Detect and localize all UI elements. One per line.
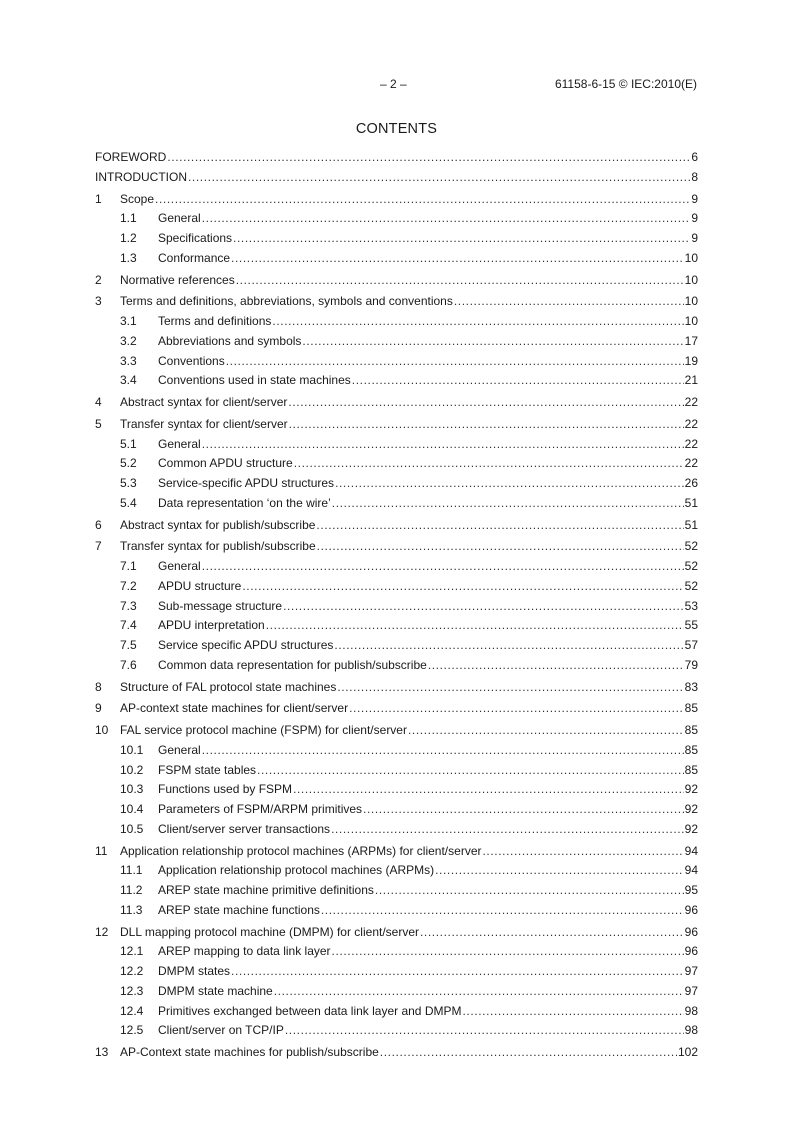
toc-entry-number: 5.2 bbox=[120, 456, 137, 471]
toc-dot-leader bbox=[283, 599, 684, 613]
toc-entry-page: 85 bbox=[684, 701, 698, 716]
toc-dot-leader bbox=[332, 944, 684, 958]
toc-dot-leader bbox=[332, 496, 684, 510]
toc-entry-title: Primitives exchanged between data link layer and DMPM bbox=[158, 1003, 462, 1018]
toc-entry[interactable] bbox=[95, 354, 698, 374]
toc-entry-number: 5.4 bbox=[120, 495, 137, 510]
toc-entry-number: 3.2 bbox=[120, 333, 137, 348]
toc-entry-page: 9 bbox=[691, 231, 698, 245]
toc-entry-number: 1.3 bbox=[120, 250, 137, 265]
toc-dot-leader bbox=[236, 273, 684, 287]
toc-entry-title: Structure of FAL protocol state machines bbox=[120, 679, 337, 694]
toc-entry[interactable] bbox=[95, 579, 698, 599]
toc-entry[interactable] bbox=[95, 294, 698, 314]
toc-entry-title: AREP state machine functions bbox=[158, 902, 320, 917]
toc-dot-leader bbox=[408, 723, 684, 737]
toc-entry-page: 22 bbox=[684, 456, 698, 471]
toc-entry-number: 7 bbox=[95, 539, 102, 554]
toc-entry-title: FAL service protocol machine (FSPM) for client/server bbox=[120, 723, 407, 737]
toc-entry-page: 17 bbox=[684, 333, 698, 348]
toc-entry[interactable] bbox=[95, 496, 698, 516]
toc-entry-number: 12.2 bbox=[120, 964, 144, 978]
toc-entry-title: AREP state machine primitive definitions bbox=[158, 883, 374, 897]
toc-entry-number: 8 bbox=[95, 679, 102, 694]
toc-entry-number: 1.1 bbox=[120, 211, 137, 226]
toc-dot-leader bbox=[316, 518, 683, 532]
toc-entry-page: 96 bbox=[684, 902, 698, 917]
toc-entry[interactable] bbox=[95, 437, 698, 457]
toc-entry-page: 22 bbox=[684, 436, 698, 451]
toc-entry-number: 12.3 bbox=[120, 983, 144, 998]
toc-entry-number: 10.5 bbox=[120, 821, 144, 836]
toc-entry-page: 52 bbox=[684, 559, 698, 573]
toc-entry-page: 51 bbox=[684, 495, 698, 510]
toc-entry-page: 85 bbox=[684, 723, 698, 737]
toc-entry-page: 96 bbox=[684, 924, 698, 939]
toc-entry-title: Transfer syntax for publish/subscribe bbox=[120, 539, 316, 554]
toc-entry-page: 85 bbox=[684, 742, 698, 757]
toc-entry-title: Client/server server transactions bbox=[158, 821, 331, 836]
toc-entry-page: 10 bbox=[684, 272, 698, 287]
toc-dot-leader bbox=[289, 417, 684, 431]
toc-entry[interactable] bbox=[95, 417, 698, 437]
toc-entry-title: FSPM state tables bbox=[158, 762, 257, 777]
toc-entry[interactable] bbox=[95, 599, 698, 619]
toc-entry-title: Parameters of FSPM/ARPM primitives bbox=[158, 802, 363, 816]
toc-entry-page: 85 bbox=[684, 762, 698, 777]
toc-entry-title: General bbox=[158, 559, 201, 573]
toc-entry[interactable] bbox=[95, 925, 698, 945]
toc-entry-number: 7.3 bbox=[120, 598, 137, 613]
toc-dot-leader bbox=[242, 579, 683, 593]
document-id: 61158-6-15 © IEC:2010(E) bbox=[554, 77, 697, 91]
toc-entry-number: 5.3 bbox=[120, 476, 137, 490]
toc-entry-number: 13 bbox=[95, 1045, 109, 1059]
toc-dot-leader bbox=[257, 763, 684, 777]
page-header bbox=[0, 77, 793, 93]
toc-entry-title: APDU structure bbox=[158, 578, 242, 593]
toc-dot-leader bbox=[331, 822, 684, 836]
toc-entry[interactable] bbox=[95, 944, 698, 964]
toc-entry-number: 12.1 bbox=[120, 944, 144, 959]
toc-entry-page: 83 bbox=[684, 679, 698, 694]
toc-dot-leader bbox=[233, 231, 690, 245]
toc-entry[interactable] bbox=[95, 618, 698, 638]
toc-entry-number: 7.4 bbox=[120, 618, 137, 633]
toc-dot-leader bbox=[435, 863, 684, 877]
toc-entry-title: DLL mapping protocol machine (DMPM) for client/server bbox=[120, 924, 419, 939]
toc-entry-number: 9 bbox=[95, 701, 102, 716]
toc-entry-number: 7.6 bbox=[120, 657, 137, 672]
toc-entry-title: Conformance bbox=[158, 250, 231, 265]
toc-dot-leader bbox=[337, 680, 683, 694]
toc-dot-leader bbox=[293, 782, 684, 796]
toc-entry[interactable] bbox=[95, 984, 698, 1004]
toc-entry-page: 9 bbox=[691, 211, 698, 226]
toc-entry-title: AREP mapping to data link layer bbox=[158, 944, 331, 959]
toc-entry-title: INTRODUCTION bbox=[95, 169, 187, 184]
toc-entry[interactable] bbox=[95, 723, 698, 743]
toc-dot-leader bbox=[352, 373, 684, 387]
toc-entry[interactable] bbox=[95, 559, 698, 579]
toc-entry-page: 95 bbox=[684, 883, 698, 897]
toc-entry[interactable] bbox=[95, 782, 698, 802]
toc-entry-number: 11.2 bbox=[120, 883, 143, 897]
toc-entry-page: 98 bbox=[684, 1003, 698, 1018]
toc-dot-leader bbox=[335, 476, 684, 490]
toc-entry-number: 10.1 bbox=[120, 742, 144, 757]
toc-entry-number: 10.2 bbox=[120, 762, 144, 777]
toc-dot-leader bbox=[266, 618, 684, 632]
toc-entry-title: Functions used by FSPM bbox=[158, 782, 293, 797]
toc-entry[interactable] bbox=[95, 903, 698, 923]
toc-entry-page: 52 bbox=[684, 578, 698, 593]
toc-entry-title: FOREWORD bbox=[95, 150, 167, 164]
toc-entry-title: Terms and definitions, abbreviations, symbols and conventions bbox=[120, 294, 453, 309]
toc-entry-title: DMPM states bbox=[158, 964, 231, 978]
toc-entry-title: Transfer syntax for client/server bbox=[120, 416, 288, 431]
toc-entry[interactable] bbox=[95, 150, 698, 170]
toc-entry-page: 21 bbox=[684, 373, 698, 388]
toc-entry[interactable] bbox=[95, 211, 698, 231]
toc-entry-page: 10 bbox=[684, 294, 698, 309]
toc-entry[interactable] bbox=[95, 802, 698, 822]
toc-entry[interactable] bbox=[95, 170, 698, 190]
toc-entry-number: 12.4 bbox=[120, 1003, 144, 1018]
toc-dot-leader bbox=[428, 658, 684, 672]
toc-entry-title: Application relationship protocol machines (ARPMs) for client/server bbox=[120, 843, 482, 858]
toc-entry-number: 2 bbox=[95, 272, 102, 287]
toc-dot-leader bbox=[155, 192, 690, 206]
table-of-contents bbox=[95, 150, 698, 1065]
toc-entry[interactable] bbox=[95, 518, 698, 538]
toc-entry-title: Conventions used in state machines bbox=[158, 373, 351, 388]
toc-entry-page: 97 bbox=[684, 983, 698, 998]
toc-entry[interactable] bbox=[95, 964, 698, 984]
toc-entry[interactable] bbox=[95, 1045, 698, 1065]
toc-entry-number: 10 bbox=[95, 723, 109, 737]
toc-dot-leader bbox=[288, 395, 683, 409]
toc-entry-title: Normative references bbox=[120, 272, 235, 287]
toc-dot-leader bbox=[294, 456, 684, 470]
toc-entry-page: 52 bbox=[684, 539, 698, 554]
toc-entry-number: 7.5 bbox=[120, 638, 137, 652]
toc-dot-leader bbox=[334, 638, 683, 652]
toc-entry-title: Common APDU structure bbox=[158, 456, 293, 471]
toc-entry-number: 10.3 bbox=[120, 782, 144, 797]
toc-entry-title: General bbox=[158, 742, 201, 757]
toc-dot-leader bbox=[274, 984, 684, 998]
toc-entry[interactable] bbox=[95, 701, 698, 721]
toc-entry-number: 4 bbox=[95, 395, 102, 409]
toc-entry-title: AP-Context state machines for publish/subscribe bbox=[120, 1045, 379, 1059]
toc-entry-page: 92 bbox=[684, 802, 698, 816]
toc-entry-number: 3 bbox=[95, 294, 102, 309]
toc-entry[interactable] bbox=[95, 658, 698, 678]
toc-dot-leader bbox=[462, 1004, 683, 1018]
toc-entry-number: 1.2 bbox=[120, 231, 137, 245]
toc-entry-page: 51 bbox=[684, 517, 698, 532]
toc-dot-leader bbox=[380, 1045, 677, 1059]
toc-entry-page: 94 bbox=[684, 843, 698, 858]
toc-dot-leader bbox=[167, 150, 690, 164]
toc-entry-number: 11 bbox=[95, 843, 108, 858]
toc-dot-leader bbox=[202, 559, 684, 573]
toc-entry[interactable] bbox=[95, 476, 698, 496]
toc-entry[interactable] bbox=[95, 743, 698, 763]
toc-entry[interactable] bbox=[95, 539, 698, 559]
toc-entry-page: 10 bbox=[684, 250, 698, 265]
toc-entry-page: 55 bbox=[684, 618, 698, 633]
toc-entry[interactable] bbox=[95, 763, 698, 783]
toc-dot-leader bbox=[231, 964, 684, 978]
toc-dot-leader bbox=[202, 437, 684, 451]
toc-entry-number: 5 bbox=[95, 416, 102, 431]
toc-entry-title: Service specific APDU structures bbox=[158, 638, 334, 652]
toc-entry-number: 10.4 bbox=[120, 802, 144, 816]
toc-entry[interactable] bbox=[95, 1023, 698, 1043]
toc-entry-title: Abstract syntax for publish/subscribe bbox=[120, 517, 316, 532]
toc-entry-title: Client/server on TCP/IP bbox=[158, 1023, 284, 1038]
toc-dot-leader bbox=[454, 294, 684, 308]
toc-entry[interactable] bbox=[95, 273, 698, 293]
toc-entry-page: 92 bbox=[684, 821, 698, 836]
toc-entry-page: 22 bbox=[684, 416, 698, 431]
toc-entry-page: 6 bbox=[691, 150, 698, 164]
toc-entry[interactable] bbox=[95, 883, 698, 903]
toc-entry-page: 19 bbox=[684, 353, 698, 368]
toc-entry-page: 10 bbox=[684, 314, 698, 328]
toc-entry[interactable] bbox=[95, 456, 698, 476]
toc-entry[interactable] bbox=[95, 1004, 698, 1024]
toc-entry-page: 102 bbox=[677, 1045, 698, 1059]
toc-entry-title: DMPM state machine bbox=[158, 983, 273, 998]
toc-entry[interactable] bbox=[95, 844, 698, 864]
toc-entry-title: Data representation ‘on the wire’ bbox=[158, 495, 331, 510]
toc-entry-title: Conventions bbox=[158, 353, 225, 368]
toc-entry-page: 53 bbox=[684, 598, 698, 613]
toc-entry-title: APDU interpretation bbox=[158, 618, 265, 633]
toc-entry[interactable] bbox=[95, 638, 698, 658]
toc-entry[interactable] bbox=[95, 192, 698, 212]
toc-dot-leader bbox=[420, 925, 684, 939]
toc-entry[interactable] bbox=[95, 373, 698, 393]
toc-entry-title: AP-context state machines for client/server bbox=[120, 701, 349, 716]
toc-dot-leader bbox=[226, 354, 684, 368]
toc-entry-title: Service-specific APDU structures bbox=[158, 476, 335, 490]
toc-entry[interactable] bbox=[95, 231, 698, 251]
toc-entry[interactable] bbox=[95, 395, 698, 415]
toc-dot-leader bbox=[321, 903, 684, 917]
toc-entry-number: 3.4 bbox=[120, 373, 137, 388]
toc-dot-leader bbox=[202, 211, 691, 225]
toc-dot-leader bbox=[482, 844, 683, 858]
toc-entry-number: 6 bbox=[95, 517, 102, 532]
toc-entry[interactable] bbox=[95, 334, 698, 354]
toc-dot-leader bbox=[317, 539, 684, 553]
toc-dot-leader bbox=[272, 314, 683, 328]
toc-entry-page: 79 bbox=[684, 657, 698, 672]
toc-entry-number: 12 bbox=[95, 924, 109, 939]
toc-dot-leader bbox=[302, 334, 683, 348]
toc-entry-page: 8 bbox=[691, 169, 698, 184]
toc-dot-leader bbox=[363, 802, 684, 816]
toc-entry-page: 98 bbox=[684, 1023, 698, 1038]
toc-entry-number: 7.1 bbox=[120, 559, 137, 573]
toc-entry-title: General bbox=[158, 211, 201, 226]
toc-entry-title: Application relationship protocol machines (ARPMs) bbox=[158, 863, 435, 878]
toc-entry[interactable] bbox=[95, 251, 698, 271]
toc-entry-title: General bbox=[158, 436, 201, 451]
toc-entry-number: 11.3 bbox=[120, 902, 143, 917]
toc-entry-title: Scope bbox=[120, 191, 155, 206]
toc-entry[interactable] bbox=[95, 314, 698, 334]
toc-entry-title: Abstract syntax for client/server bbox=[120, 395, 288, 409]
toc-entry-page: 26 bbox=[684, 476, 698, 490]
toc-entry-number: 11.1 bbox=[120, 863, 143, 878]
toc-entry-number: 5.1 bbox=[120, 436, 137, 451]
toc-entry-number: 3.1 bbox=[120, 314, 137, 328]
toc-dot-leader bbox=[349, 701, 684, 715]
toc-entry[interactable] bbox=[95, 822, 698, 842]
toc-dot-leader bbox=[202, 743, 684, 757]
toc-entry-title: Terms and definitions bbox=[158, 314, 272, 328]
toc-entry-number: 1 bbox=[95, 191, 102, 206]
toc-entry-page: 22 bbox=[684, 395, 698, 409]
toc-entry-page: 9 bbox=[691, 191, 698, 206]
page-number: – 2 – bbox=[380, 77, 407, 91]
toc-entry-title: Specifications bbox=[158, 231, 233, 245]
toc-dot-leader bbox=[231, 251, 684, 265]
toc-dot-leader bbox=[375, 883, 684, 897]
contents-title: CONTENTS bbox=[355, 121, 438, 137]
toc-entry-title: Common data representation for publish/subscribe bbox=[158, 657, 427, 672]
toc-entry[interactable] bbox=[95, 863, 698, 883]
toc-entry-page: 97 bbox=[684, 964, 698, 978]
toc-entry-page: 96 bbox=[684, 944, 698, 959]
toc-entry-title: Sub-message structure bbox=[158, 598, 283, 613]
toc-entry-page: 94 bbox=[684, 863, 698, 878]
toc-entry-page: 57 bbox=[684, 638, 698, 652]
toc-entry-page: 92 bbox=[684, 782, 698, 797]
toc-entry-number: 7.2 bbox=[120, 578, 137, 593]
toc-dot-leader bbox=[285, 1023, 684, 1037]
toc-entry[interactable] bbox=[95, 680, 698, 700]
toc-entry-title: Abbreviations and symbols bbox=[158, 333, 302, 348]
toc-entry-number: 3.3 bbox=[120, 353, 137, 368]
toc-entry-number: 12.5 bbox=[120, 1023, 144, 1038]
toc-dot-leader bbox=[188, 170, 690, 184]
